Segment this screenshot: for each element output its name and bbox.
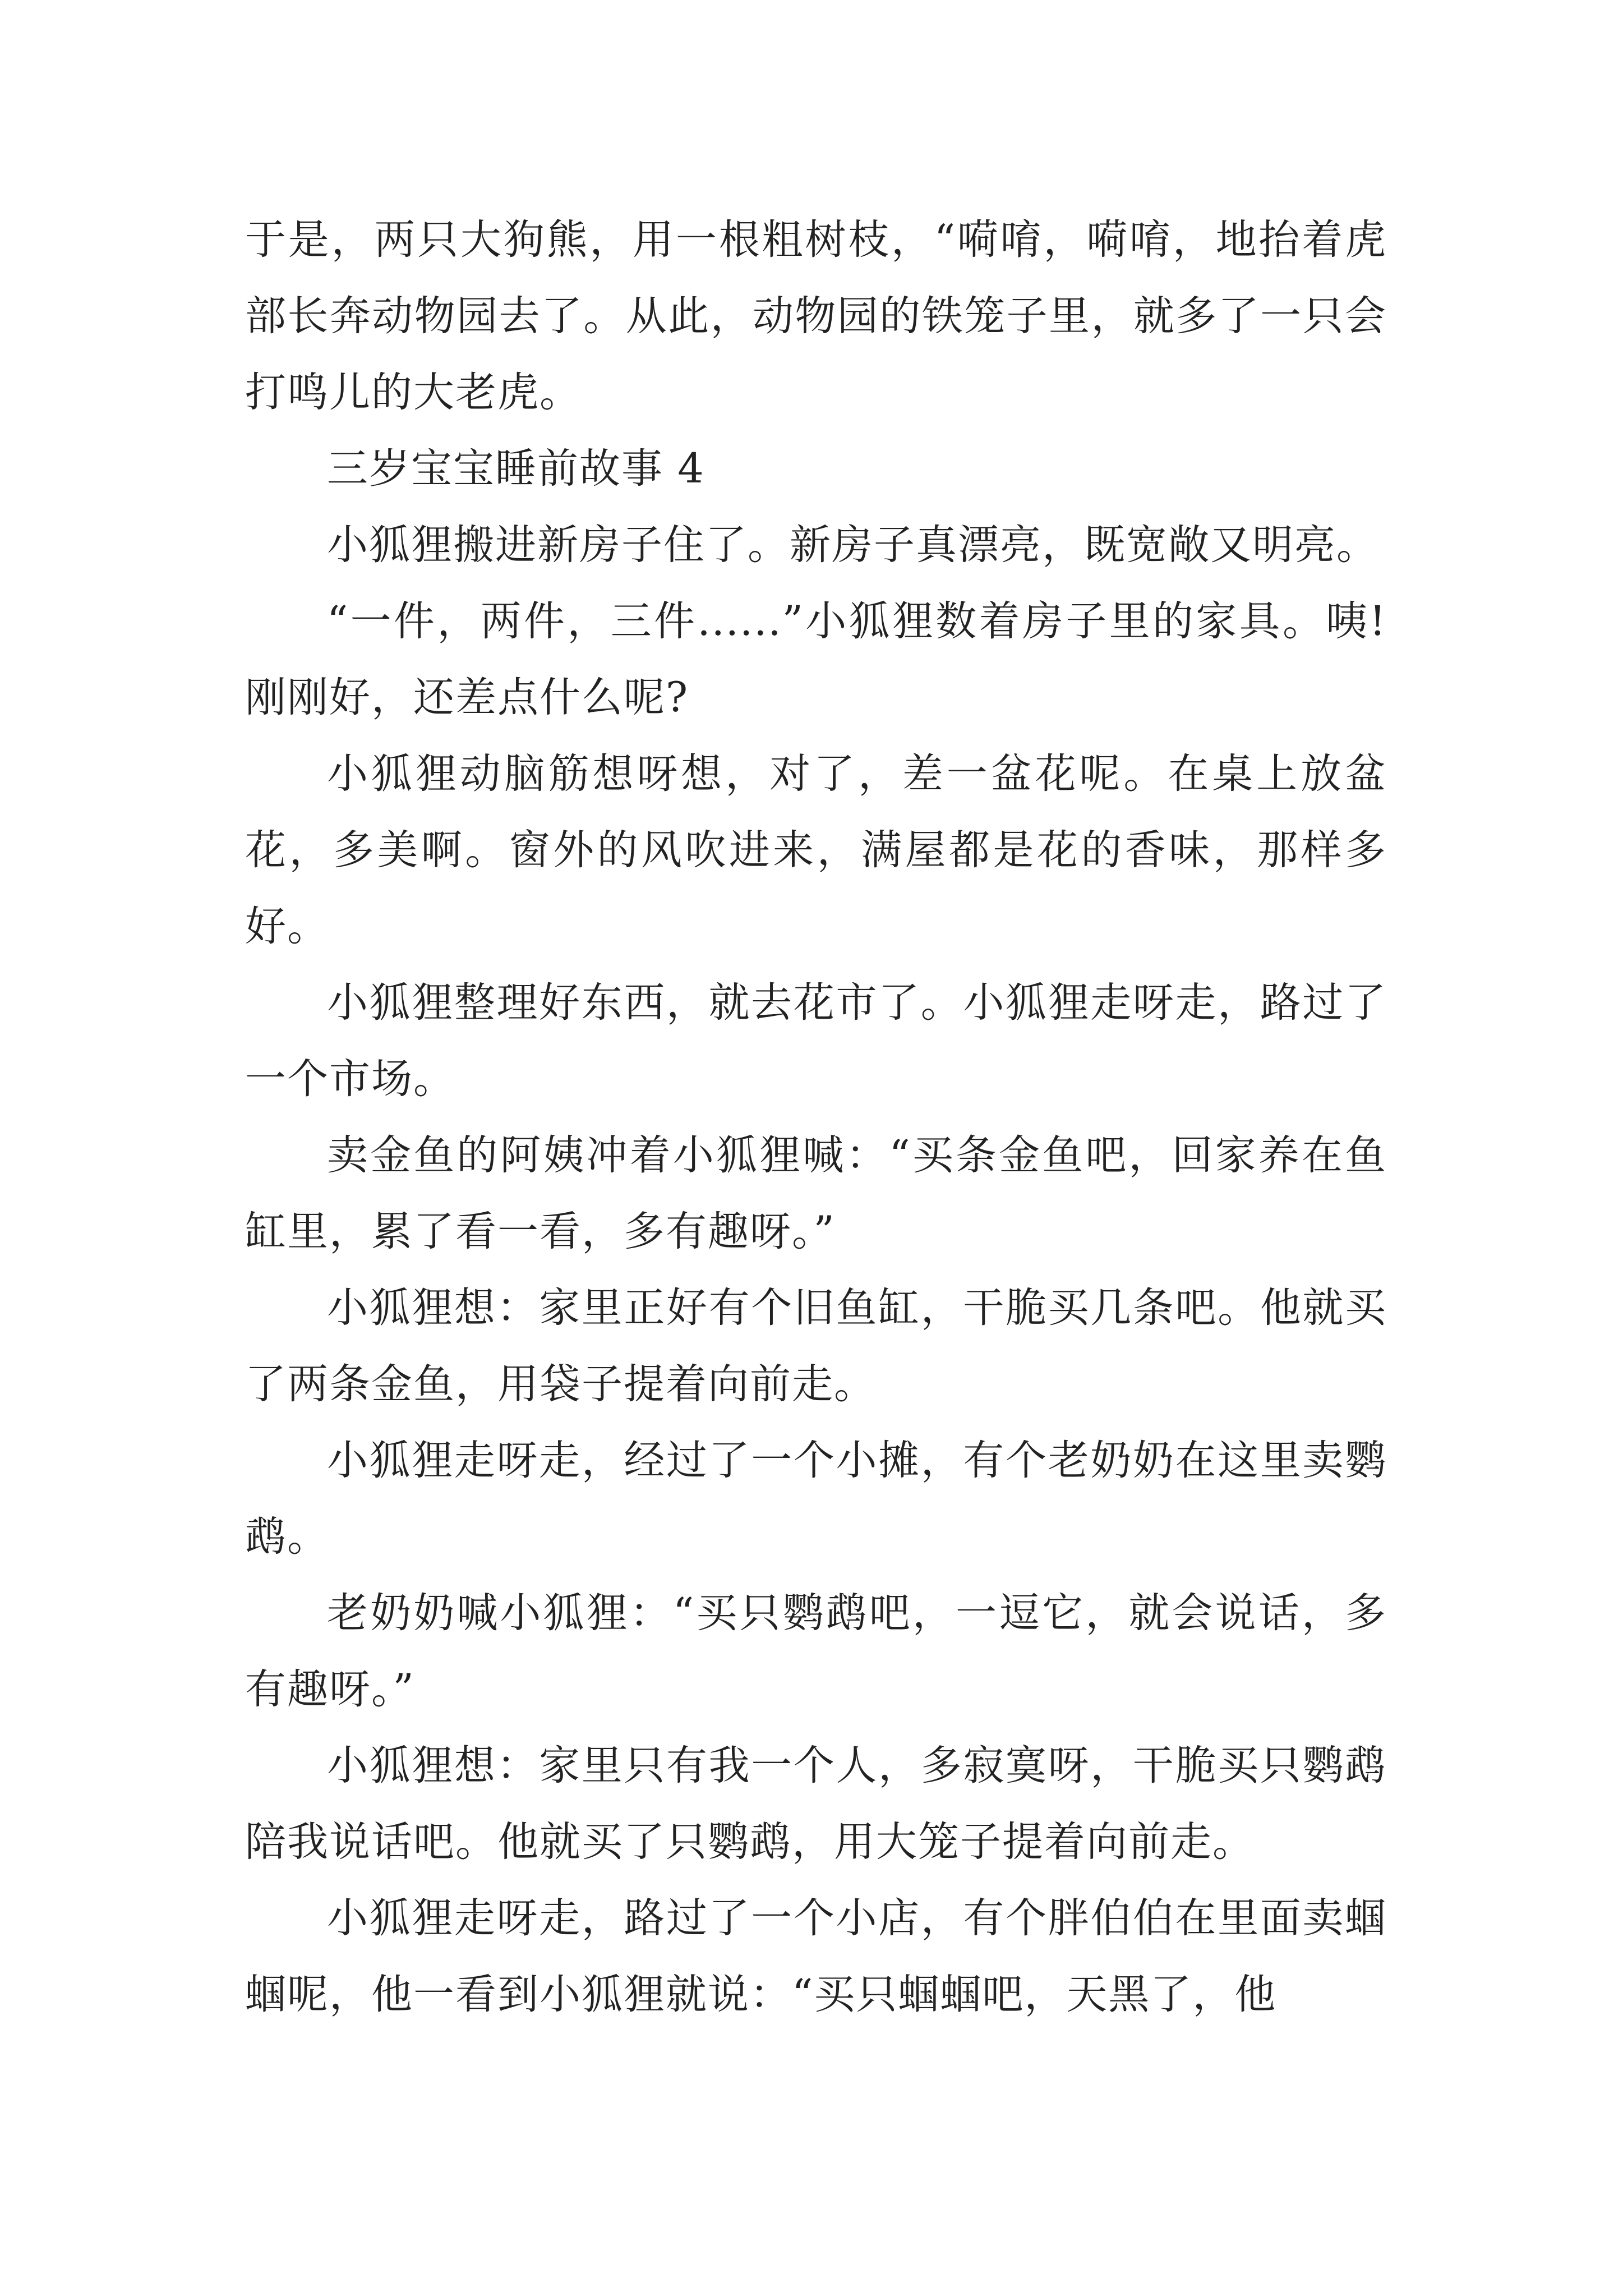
story-heading: 三岁宝宝睡前故事 4 — [327, 445, 705, 493]
paragraph-6: 小狐狸整理好东西，就去花市了。小狐狸走呀走，路过了一个市场。 — [245, 979, 1387, 1103]
paragraph-1: 于是，两只大狗熊，用一根粗树枝，“嗬唷，嗬唷，地抬着虎部长奔动物园去了。从此，动物园的铁笼子里，就多了一只会打鸣儿的大老虎。 — [245, 216, 1387, 416]
paragraph-10: 老奶奶喊小狐狸：“买只鹦鹉吧，一逗它，就会说话，多有趣呀。” — [245, 1589, 1387, 1713]
paragraph-9: 小狐狸走呀走，经过了一个小摊，有个老奶奶在这里卖鹦鹉。 — [245, 1437, 1387, 1561]
document-body — [245, 202, 1387, 2033]
paragraph-5: 小狐狸动脑筋想呀想，对了，差一盆花呢。在桌上放盆花，多美啊。窗外的风吹进来，满屋都是花的香味，那样多好。 — [245, 750, 1387, 950]
paragraph-12: 小狐狸走呀走，路过了一个小店，有个胖伯伯在里面卖蝈蝈呢，他一看到小狐狸就说：“买只蝈蝈吧，天黑了，他 — [245, 1894, 1387, 2018]
paragraph-4: “一件，两件，三件......”小狐狸数着房子里的家具。咦!刚刚好，还差点什么呢? — [245, 597, 1387, 721]
paragraph-11: 小狐狸想：家里只有我一个人，多寂寞呀，干脆买只鹦鹉陪我说话吧。他就买了只鹦鹉，用大笼子提着向前走。 — [245, 1742, 1387, 1866]
paragraph-3: 小狐狸搬进新房子住了。新房子真漂亮，既宽敞又明亮。 — [327, 521, 1378, 569]
paragraph-8: 小狐狸想：家里正好有个旧鱼缸，干脆买几条吧。他就买了两条金鱼，用袋子提着向前走。 — [245, 1284, 1387, 1408]
paragraph-7: 卖金鱼的阿姨冲着小狐狸喊：“买条金鱼吧，回家养在鱼缸里，累了看一看，多有趣呀。” — [245, 1131, 1387, 1255]
